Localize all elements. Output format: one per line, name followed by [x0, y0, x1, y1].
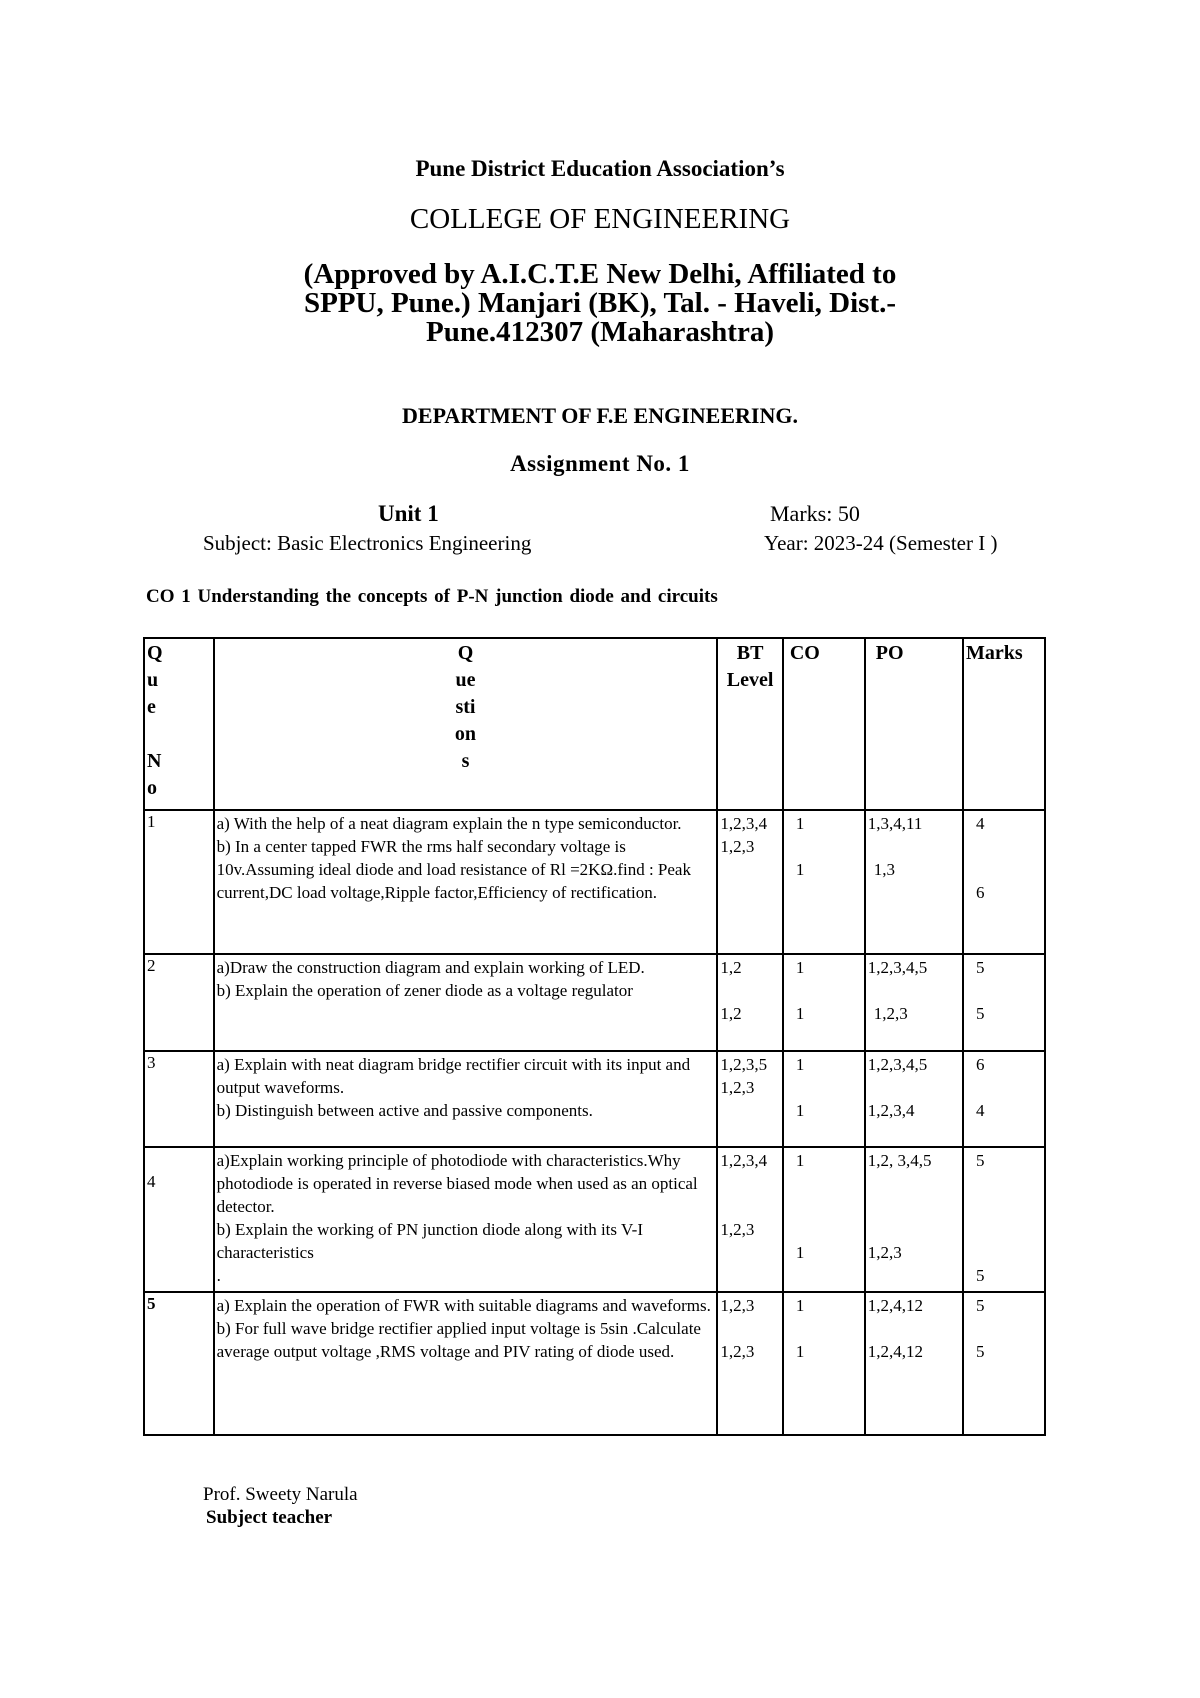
header-bt-level: BT Level — [717, 638, 783, 810]
question-cell: a)Explain working principle of photodiode with characteristics.Why photodiode is operated in reverse biased mode when used as an optical detector. b) Explain the working of PN junction diode along with its V-I characteristics . — [214, 1147, 718, 1292]
table-row — [144, 954, 1045, 1051]
course-outcome: CO 1 Understanding the concepts of P-N junction diode and circuits — [146, 586, 718, 607]
qno-cell: 1 — [144, 810, 214, 954]
qno-cell: 3 — [144, 1051, 214, 1147]
question-cell: a) Explain with neat diagram bridge rectifier circuit with its input and output waveforms. b) Distinguish between active and passive components. — [214, 1051, 718, 1147]
approval-line-3: Pune.412307 (Maharashtra) — [426, 316, 774, 348]
bt-cell: 1,2,3 1,2,3 — [717, 1292, 783, 1435]
marks-cell: 5 5 — [963, 1147, 1045, 1292]
table-header-row — [144, 638, 1045, 810]
header-co: CO — [783, 638, 865, 810]
bt-cell: 1,2,3,4 1,2,3 — [717, 1147, 783, 1292]
professor-role: Subject teacher — [206, 1507, 333, 1528]
qno-cell: 4 — [144, 1147, 214, 1292]
co-cell: 1 1 — [783, 1051, 865, 1147]
professor-name: Prof. Sweety Narula — [203, 1484, 358, 1505]
questions-table — [143, 637, 1046, 1436]
bt-cell: 1,2,3,4 1,2,3 — [717, 810, 783, 954]
table-row — [144, 810, 1045, 954]
qno-cell: 2 — [144, 954, 214, 1051]
co-cell: 1 1 — [783, 1292, 865, 1435]
subject-label: Subject: Basic Electronics Engineering — [203, 531, 532, 555]
po-cell: 1,2,4,12 1,2,4,12 — [865, 1292, 963, 1435]
approval-line-2: SPPU, Pune.) Manjari (BK), Tal. - Haveli, Dist.- — [303, 287, 897, 319]
year-label: Year: 2023-24 (Semester I ) — [764, 531, 998, 555]
po-cell: 1,3,4,11 1,3 — [865, 810, 963, 954]
co-cell: 1 1 — [783, 954, 865, 1051]
header-qno: Q u e N o — [144, 638, 214, 810]
question-cell: a)Draw the construction diagram and explain working of LED. b) Explain the operation of zener diode as a voltage regulator — [214, 954, 718, 1051]
question-cell: a) Explain the operation of FWR with suitable diagrams and waveforms. b) For full wave bridge rectifier applied input voltage is 5sin .Calculate average output voltage ,RMS voltage and PIV rating of diode used. — [214, 1292, 718, 1435]
qno-cell: 5 — [144, 1292, 214, 1435]
department-name: DEPARTMENT OF F.E ENGINEERING. — [402, 403, 798, 428]
bt-cell: 1,2,3,5 1,2,3 — [717, 1051, 783, 1147]
table-row — [144, 1051, 1045, 1147]
marks-cell: 5 5 — [963, 954, 1045, 1051]
question-cell: a) With the help of a neat diagram explain the n type semiconductor. b) In a center tapped FWR the rms half secondary voltage is 10v.Assuming ideal diode and load resistance of Rl =2KΩ.find : Peak current,DC load voltage,Ripple factor,Efficiency of rectification. — [214, 810, 718, 954]
marks-total: Marks: 50 — [770, 501, 860, 526]
approval-line-1: (Approved by A.I.C.T.E New Delhi, Affiliated to — [303, 258, 897, 290]
marks-cell: 5 5 — [963, 1292, 1045, 1435]
header-marks: Marks — [963, 638, 1045, 810]
table-row — [144, 1147, 1045, 1292]
association-name: Pune District Education Association’s — [415, 156, 785, 181]
table-row — [144, 1292, 1045, 1435]
bt-cell: 1,2 1,2 — [717, 954, 783, 1051]
co-cell: 1 1 — [783, 1147, 865, 1292]
college-name: COLLEGE OF ENGINEERING — [409, 203, 791, 235]
unit-label: Unit 1 — [378, 501, 439, 526]
co-cell: 1 1 — [783, 810, 865, 954]
assignment-title: Assignment No. 1 — [510, 451, 690, 476]
po-cell: 1,2,3,4,5 1,2,3 — [865, 954, 963, 1051]
header-po: PO — [865, 638, 963, 810]
header-questions: Q ue sti on s — [214, 638, 718, 810]
approval-info — [0, 260, 1200, 347]
po-cell: 1,2, 3,4,5 1,2,3 — [865, 1147, 963, 1292]
marks-cell: 6 4 — [963, 1051, 1045, 1147]
po-cell: 1,2,3,4,5 1,2,3,4 — [865, 1051, 963, 1147]
marks-cell: 4 6 — [963, 810, 1045, 954]
